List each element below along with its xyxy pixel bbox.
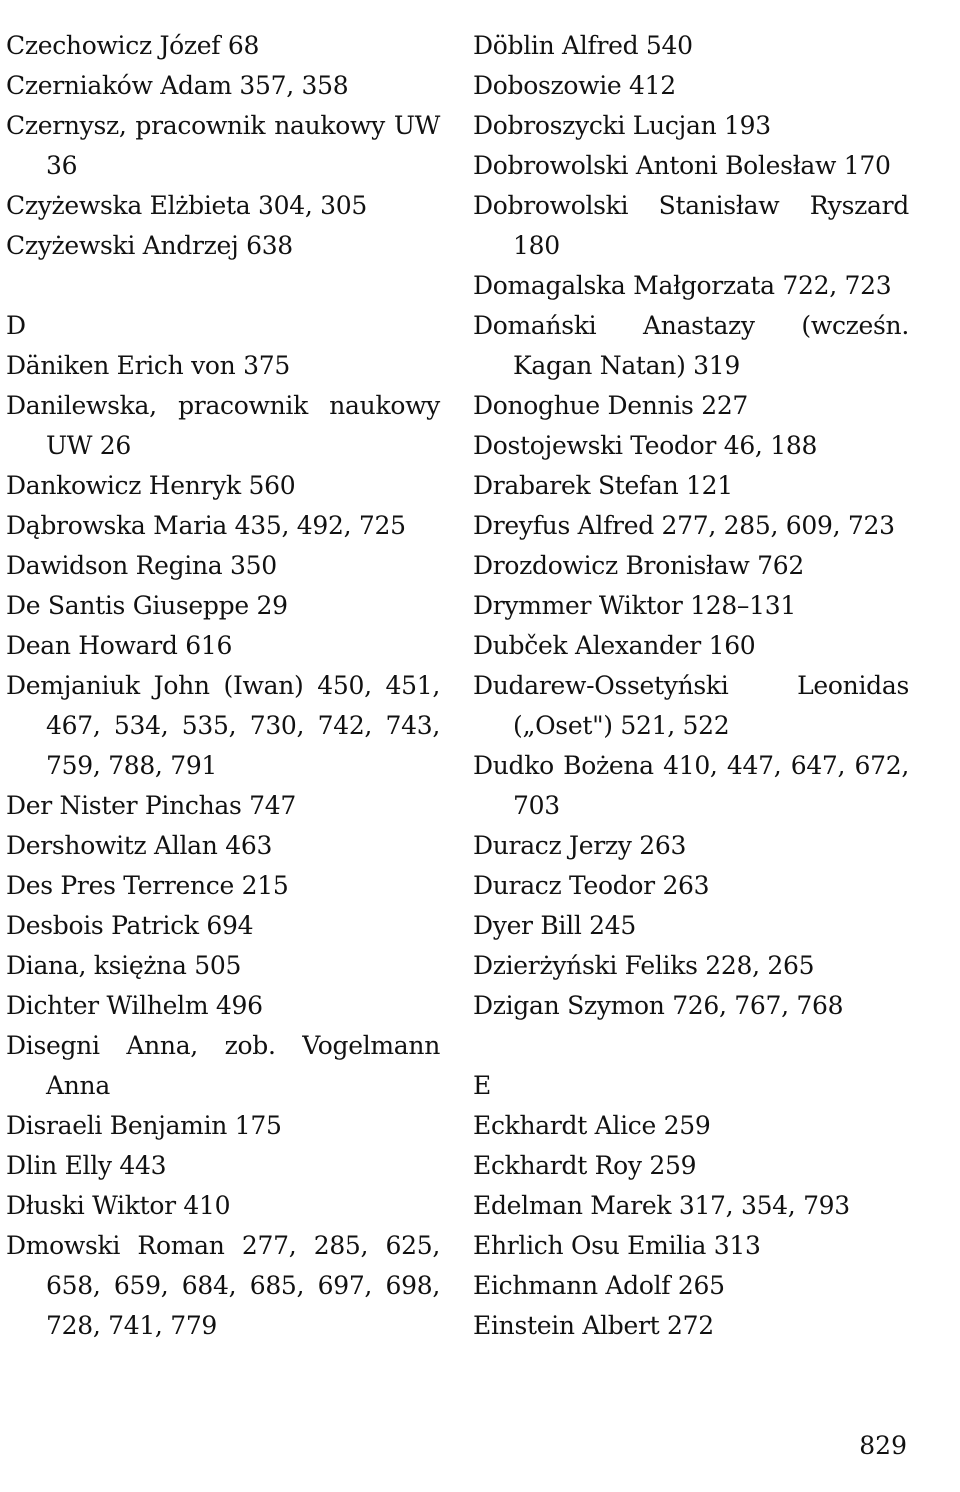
- index-entry: De Santis Giuseppe 29: [6, 591, 288, 620]
- index-entry: Dawidson Regina 350: [6, 551, 277, 580]
- index-entry: Domagalska Małgorzata 722, 723: [473, 271, 892, 300]
- section-gap: [6, 266, 440, 306]
- index-entry: Desbois Patrick 694: [6, 911, 254, 940]
- index-entry: Czechowicz Józef 68: [6, 31, 260, 60]
- index-entry: Dershowitz Allan 463: [6, 831, 273, 860]
- index-entry: Dudarew-Ossetyński Leonidas („Oset") 521, 522: [473, 671, 909, 740]
- index-entry: Dzierżyński Feliks 228, 265: [473, 951, 815, 980]
- index-entry: Drymmer Wiktor 128–131: [473, 591, 796, 620]
- index-entry: Czyżewski Andrzej 638: [6, 231, 293, 260]
- index-entry: Einstein Albert 272: [473, 1311, 714, 1340]
- index-entry: Dudko Bożena 410, 447, 647, 672, 703: [473, 751, 909, 820]
- index-entry: Dreyfus Alfred 277, 285, 609, 723: [473, 511, 895, 540]
- index-entry: Dankowicz Henryk 560: [6, 471, 296, 500]
- index-entry: Drozdowicz Bronisław 762: [473, 551, 804, 580]
- index-entry: Doboszowie 412: [473, 71, 676, 100]
- index-entry: Ehrlich Osu Emilia 313: [473, 1231, 761, 1260]
- index-entry: Döblin Alfred 540: [473, 31, 693, 60]
- index-entry: Dąbrowska Maria 435, 492, 725: [6, 511, 406, 540]
- index-entry: Dłuski Wiktor 410: [6, 1191, 231, 1220]
- index-entry: Danilewska, pracownik naukowy UW 26: [6, 391, 440, 460]
- index-entry: Däniken Erich von 375: [6, 351, 290, 380]
- index-column-left: [6, 26, 440, 1346]
- index-column-right: [473, 26, 909, 1346]
- index-entry: Drabarek Stefan 121: [473, 471, 733, 500]
- index-entry: Czernysz, pracownik naukowy UW 36: [6, 111, 440, 180]
- index-entry: Duracz Teodor 263: [473, 871, 710, 900]
- index-entry: Dostojewski Teodor 46, 188: [473, 431, 818, 460]
- index-entry: Dobroszycki Lucjan 193: [473, 111, 771, 140]
- index-entry: Disegni Anna, zob. Vogelmann Anna: [6, 1031, 440, 1100]
- section-letter: E: [473, 1071, 491, 1100]
- index-entry: Czerniaków Adam 357, 358: [6, 71, 349, 100]
- index-entry: Des Pres Terrence 215: [6, 871, 289, 900]
- index-entry: Demjaniuk John (Iwan) 450, 451, 467, 534, 535, 730, 742, 743, 759, 788, 791: [6, 671, 440, 780]
- index-entry: Eckhardt Roy 259: [473, 1151, 697, 1180]
- section-gap: [473, 1026, 909, 1066]
- index-entry: Duracz Jerzy 263: [473, 831, 687, 860]
- index-entry: Donoghue Dennis 227: [473, 391, 749, 420]
- index-entry: Dobrowolski Antoni Bolesław 170: [473, 151, 891, 180]
- page-number: 829: [859, 1431, 907, 1460]
- index-entry: Dmowski Roman 277, 285, 625, 658, 659, 684, 685, 697, 698, 728, 741, 779: [6, 1231, 440, 1340]
- section-letter: D: [6, 311, 26, 340]
- index-entry: Dyer Bill 245: [473, 911, 636, 940]
- index-entry: Dubček Alexander 160: [473, 631, 756, 660]
- index-entry: Dean Howard 616: [6, 631, 233, 660]
- index-entry: Edelman Marek 317, 354, 793: [473, 1191, 850, 1220]
- index-entry: Domański Anastazy (wcześn. Kagan Natan) 319: [473, 311, 909, 380]
- index-entry: Der Nister Pinchas 747: [6, 791, 296, 820]
- index-entry: Czyżewska Elżbieta 304, 305: [6, 191, 367, 220]
- index-entry: Dzigan Szymon 726, 767, 768: [473, 991, 844, 1020]
- index-entry: Eichmann Adolf 265: [473, 1271, 725, 1300]
- index-entry: Dichter Wilhelm 496: [6, 991, 263, 1020]
- index-entry: Eckhardt Alice 259: [473, 1111, 711, 1140]
- index-entry: Dlin Elly 443: [6, 1151, 167, 1180]
- index-entry: Disraeli Benjamin 175: [6, 1111, 282, 1140]
- index-entry: Diana, księżna 505: [6, 951, 242, 980]
- index-entry: Dobrowolski Stanisław Ryszard 180: [473, 191, 909, 260]
